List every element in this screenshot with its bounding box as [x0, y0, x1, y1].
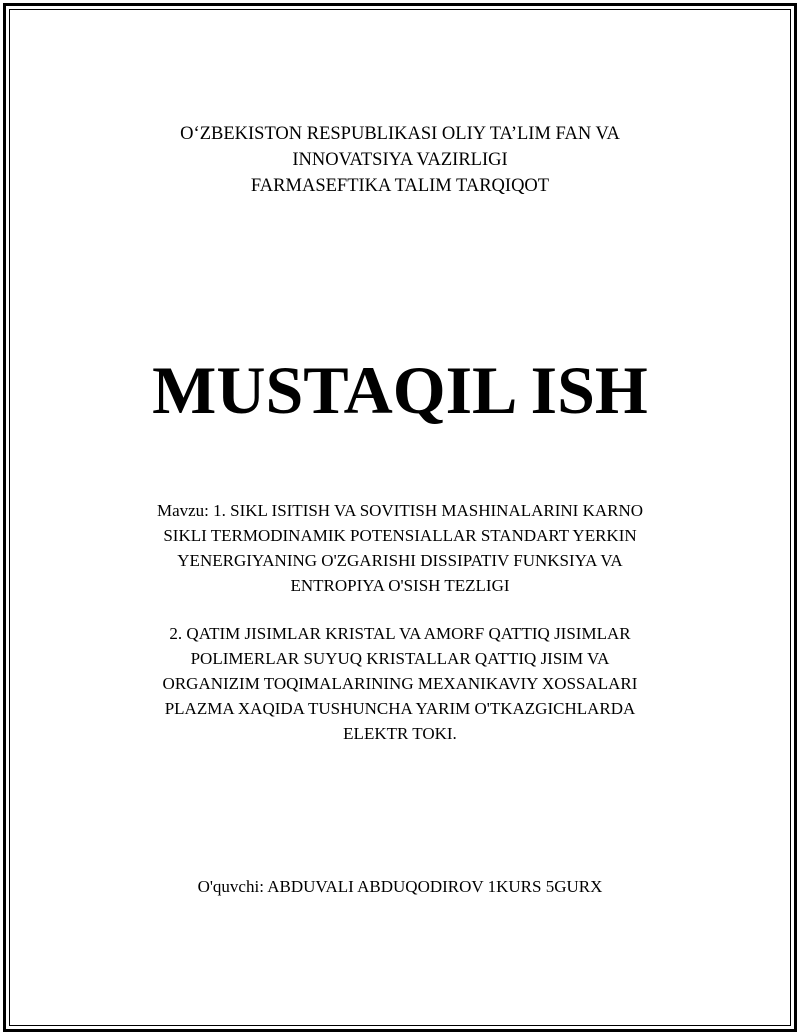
header-line-1: O‘ZBEKISTON RESPUBLIKASI OLIY TA’LIM FAN VA	[180, 124, 620, 144]
topic-2-line-2: POLIMERLAR SUYUQ KRISTALLAR QATTIQ JISIM VA	[190, 649, 610, 668]
topic-2-line-1: 2. QATIM JISIMLAR KRISTAL VA AMORF QATTIQ JISIMLAR	[169, 624, 631, 643]
topic-part-2	[0, 621, 800, 746]
topic-2-line-3: ORGANIZIM TOQIMALARINING MEXANIKAVIY XOSSALARI	[162, 674, 638, 693]
topic-1-line-2: SIKLI TERMODINAMIK POTENSIALLAR STANDART YERKIN	[163, 526, 637, 545]
ministry-header	[0, 121, 800, 199]
topic-2-line-5: ELEKTR TOKI.	[343, 724, 457, 743]
topic-1-line-1: Mavzu: 1. SIKL ISITISH VA SOVITISH MASHINALARINI KARNO	[156, 501, 644, 520]
topic-1-line-4: ENTROPIYA O'SISH TEZLIGI	[290, 576, 510, 595]
topic-1-line-3: YENERGIYANING O'ZGARISHI DISSIPATIV FUNKSIYA VA	[177, 551, 623, 570]
student-info: O'quvchi: ABDUVALI ABDUQODIROV 1KURS 5GURX	[197, 877, 603, 896]
document-title: MUSTAQIL ISH	[152, 352, 648, 428]
header-line-3: FARMASEFTIKA TALIM TARQIQOT	[250, 176, 550, 196]
header-line-2: INNOVATSIYA VAZIRLIGI	[292, 150, 508, 170]
topic-part-1	[0, 498, 800, 598]
topic-2-line-4: PLAZMA XAQIDA TUSHUNCHA YARIM O'TKAZGICHLARDA	[164, 699, 636, 718]
